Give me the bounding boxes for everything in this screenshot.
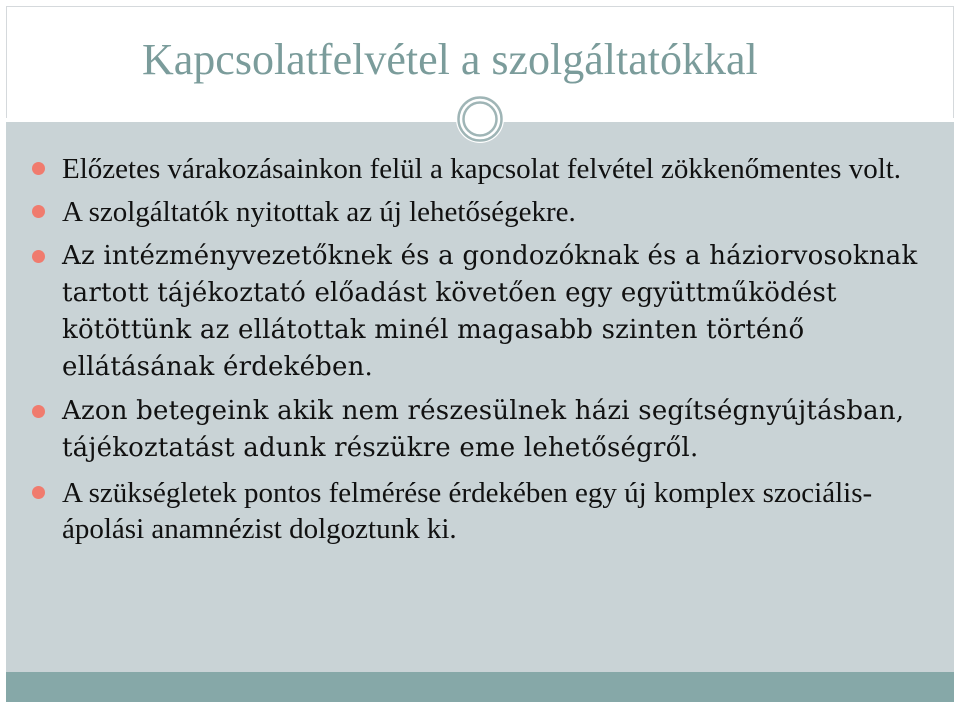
bullet-text: A szükségletek pontos felmérése érdekében egy új komplex szociális-ápolási anamnézist dolgoztunk ki. xyxy=(62,477,873,545)
bullet-list xyxy=(32,151,932,550)
round-bullet-icon xyxy=(32,250,45,263)
list-item xyxy=(32,238,932,386)
list-item xyxy=(32,194,932,230)
footer-bar xyxy=(6,672,954,702)
round-bullet-icon xyxy=(32,405,45,418)
round-bullet-icon xyxy=(32,162,45,175)
round-bullet-icon xyxy=(32,486,45,499)
round-bullet-icon xyxy=(32,205,45,218)
list-item xyxy=(32,393,932,467)
double-ring-ornament-icon xyxy=(455,94,505,144)
list-item xyxy=(32,475,932,547)
slide-title: Kapcsolatfelvétel a szolgáltatókkal xyxy=(142,35,758,84)
bullet-text: A szolgáltatók nyitottak az új lehetőségekre. xyxy=(62,196,576,228)
bullet-text: Azon betegeink akik nem részesülnek házi segítségnyújtásban, tájékoztatást adunk részükre eme lehetőségről. xyxy=(62,396,905,463)
bullet-text: Az intézményvezetőknek és a gondozóknak és a háziorvosoknak tartott tájékoztató előadást követően egy együttműködést kötöttünk az ellátottak minél magasabb szinten történő ellátásának érdekében. xyxy=(62,241,918,382)
bullet-text: Előzetes várakozásainkon felül a kapcsolat felvétel zökkenőmentes volt. xyxy=(62,153,902,185)
list-item xyxy=(32,151,932,187)
